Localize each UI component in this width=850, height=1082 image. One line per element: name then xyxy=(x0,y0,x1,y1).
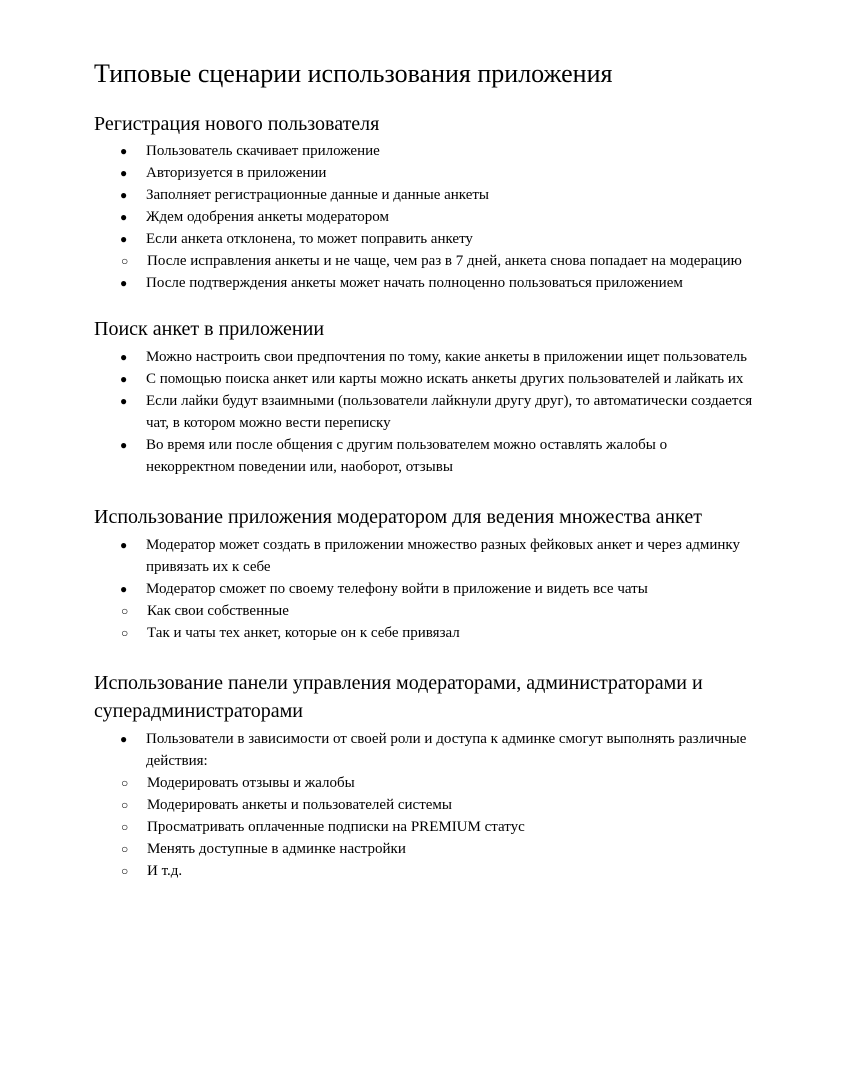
sub-list-item: ○ Так и чаты тех анкет, которые он к себе привязал xyxy=(94,622,754,644)
list-item: ● Модератор может создать в приложении множество разных фейковых анкет и через админку привязать их к себе xyxy=(94,534,754,578)
section-heading: Регистрация нового пользователя xyxy=(94,113,380,135)
section-heading: Использование панели управления модераторами, администраторами и суперадминистраторами xyxy=(94,672,703,722)
sub-list-item: ○ Модерировать анкеты и пользователей системы xyxy=(94,794,754,816)
list-item: ● Ждем одобрения анкеты модератором xyxy=(94,206,754,228)
sub-list xyxy=(94,600,754,644)
bullet-list xyxy=(94,140,754,294)
sub-list-item: ○ Менять доступные в админке настройки xyxy=(94,838,754,860)
sub-list xyxy=(94,772,754,882)
list-item-text: Модератор сможет по своему телефону войти в приложение и видеть все чаты xyxy=(146,581,648,597)
sub-list-item: ○ Просматривать оплаченные подписки на PREMIUM статус xyxy=(94,816,754,838)
section-moderator xyxy=(94,503,754,644)
list-item: ● Заполняет регистрационные данные и данные анкеты xyxy=(94,184,754,206)
section-heading: Использование приложения модератором для ведения множества анкет xyxy=(94,506,702,528)
bullet-list xyxy=(94,534,754,644)
section-registration xyxy=(94,110,754,294)
list-item: ● После подтверждения анкеты может начать полноценно пользоваться приложением xyxy=(94,272,754,294)
list-item xyxy=(94,228,754,272)
sub-list xyxy=(94,250,754,272)
sub-list-item: ○ И т.д. xyxy=(94,860,754,882)
list-item: ● Во время или после общения с другим пользователем можно оставлять жалобы о некорректном поведении или, наоборот, отзывы xyxy=(94,434,754,478)
list-item: ● Можно настроить свои предпочтения по тому, какие анкеты в приложении ищет пользователь xyxy=(94,346,754,368)
sub-list-item: ○ Как свои собственные xyxy=(94,600,754,622)
sub-list-item: ○ После исправления анкеты и не чаще, чем раз в 7 дней, анкета снова попадает на модерацию xyxy=(94,250,754,272)
section-admin-panel xyxy=(94,669,754,882)
bullet-list xyxy=(94,346,754,478)
list-item: ● Если лайки будут взаимными (пользователи лайкнули другу друг), то автоматически создается чат, в котором можно вести переписку xyxy=(94,390,754,434)
document-title: Типовые сценарии использования приложения xyxy=(94,59,613,88)
sub-list-item: ○ Модерировать отзывы и жалобы xyxy=(94,772,754,794)
bullet-list xyxy=(94,728,754,882)
list-item-text: Пользователи в зависимости от своей роли и доступа к админке смогут выполнять различные действия: xyxy=(146,731,747,769)
list-item xyxy=(94,578,754,644)
section-search xyxy=(94,315,754,478)
list-item: ● Авторизуется в приложении xyxy=(94,162,754,184)
list-item xyxy=(94,728,754,882)
list-item: ● С помощью поиска анкет или карты можно искать анкеты других пользователей и лайкать их xyxy=(94,368,754,390)
list-item-text: Если анкета отклонена, то может поправить анкету xyxy=(146,231,473,247)
list-item: ● Пользователь скачивает приложение xyxy=(94,140,754,162)
section-heading: Поиск анкет в приложении xyxy=(94,318,325,340)
